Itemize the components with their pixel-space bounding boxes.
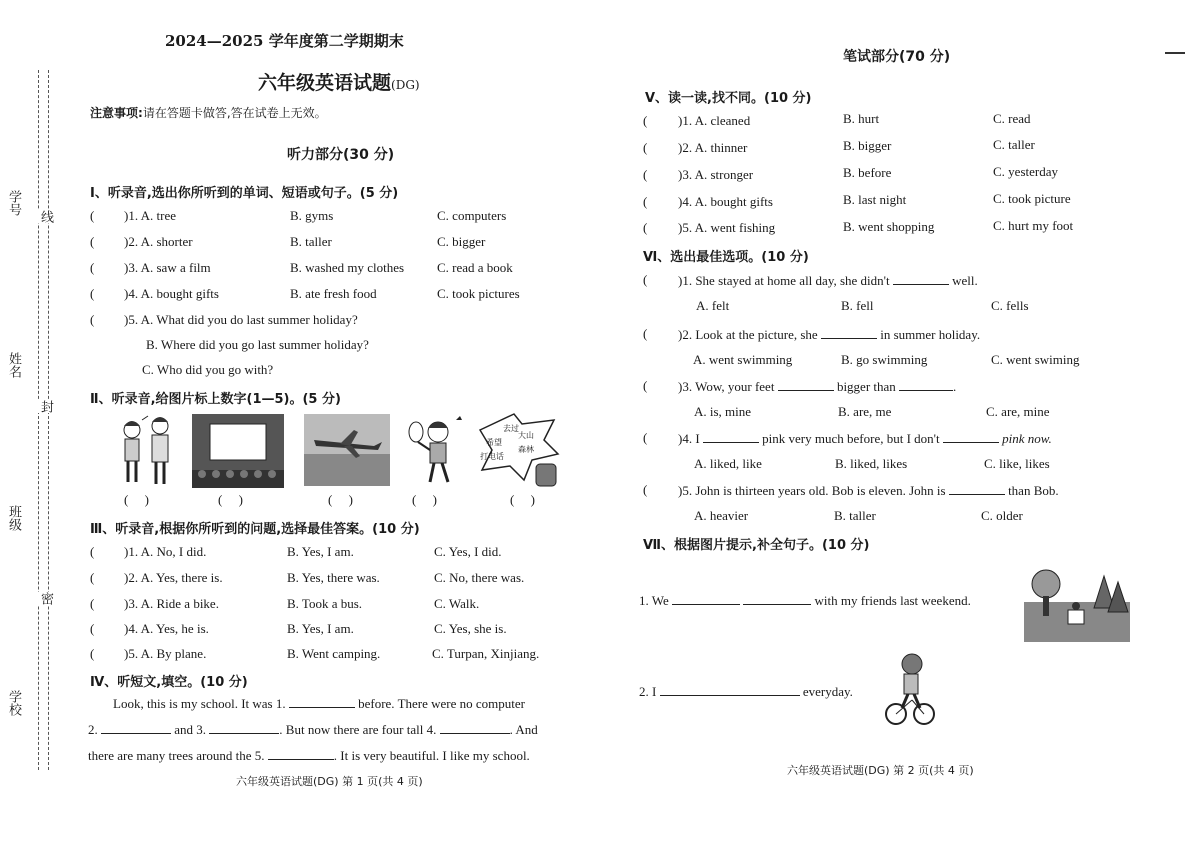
- passage-text: Look, this is my school. It was 1.: [113, 696, 286, 711]
- side-label-student-number: 学号: [6, 190, 21, 216]
- cycling-kid-picture: [884, 652, 936, 726]
- answer-paren[interactable]: (: [90, 646, 95, 661]
- answer-paren[interactable]: (: [90, 544, 95, 559]
- blank[interactable]: [821, 326, 877, 339]
- section-7-heading: Ⅶ、根据图片提示,补全句子。(10 分): [643, 538, 870, 553]
- written-section-title: 笔试部分(70 分): [843, 49, 951, 65]
- question-stem: [678, 326, 980, 343]
- option-a: )1. A. cleaned: [678, 113, 751, 128]
- answer-paren[interactable]: (: [90, 260, 95, 275]
- option-a: )2. A. shorter: [124, 234, 193, 249]
- answer-paren[interactable]: (: [643, 167, 648, 182]
- passage-text: 2.: [88, 722, 98, 737]
- cut-mark-seal: 封: [38, 400, 53, 413]
- option-b: B. before: [843, 165, 892, 180]
- answer-paren[interactable]: (: [643, 140, 648, 155]
- travel-sign-picture: [474, 410, 560, 490]
- section-4-heading: Ⅳ、听短文,填空。(10 分): [90, 675, 248, 690]
- notice: [90, 104, 327, 121]
- stem-text: )5. John is thirteen years old. Bob is eleven. John is: [678, 483, 946, 498]
- option-c: C. are, mine: [986, 404, 1050, 419]
- notice-label: 注意事项:: [90, 106, 143, 120]
- answer-paren[interactable]: (: [643, 326, 648, 341]
- passage-text: . But now there are four tall 4.: [279, 722, 437, 737]
- side-label-name: 姓名: [6, 352, 21, 378]
- page-title-text: 六年级英语试题: [258, 72, 392, 94]
- option-c: C. went swiming: [991, 352, 1080, 367]
- answer-paren[interactable]: (: [90, 286, 95, 301]
- blank[interactable]: [672, 592, 740, 605]
- option-a: )5. A. By plane.: [124, 646, 207, 661]
- passage-line-3: [88, 747, 530, 764]
- stem-text: bigger than: [836, 379, 896, 394]
- passage-text: there are many trees around the 5.: [88, 748, 265, 763]
- option-c: C. took pictures: [437, 286, 520, 301]
- answer-paren[interactable]: (: [90, 596, 95, 611]
- option-a: )3. A. stronger: [678, 167, 754, 182]
- section-2-heading: Ⅱ、听录音,给图片标上数字(1—5)。(5 分): [90, 392, 341, 407]
- answer-paren[interactable]: (: [90, 234, 95, 249]
- picture-answer-paren[interactable]: ( ): [412, 492, 437, 507]
- option-b: B. Where did you go last summer holiday?: [146, 337, 369, 352]
- section-3-heading: Ⅲ、听录音,根据你所听到的问题,选择最佳答案。(10 分): [90, 522, 420, 537]
- blank[interactable]: [703, 430, 759, 443]
- stem-text: )1. She stayed at home all day, she didn't: [678, 273, 890, 288]
- option-c: C. bigger: [437, 234, 486, 249]
- option-c: C. Walk.: [434, 596, 480, 611]
- notice-text: 请在答题卡做答,答在试卷上无效。: [142, 106, 327, 120]
- stem-text: than Bob.: [1008, 483, 1059, 498]
- section-5-heading: Ⅴ、读一读,找不同。(10 分): [645, 91, 812, 106]
- option-a: A. liked, like: [694, 456, 762, 471]
- option-c: C. No, there was.: [434, 570, 525, 585]
- option-a: )2. A. thinner: [678, 140, 748, 155]
- option-b: B. Took a bus.: [287, 596, 363, 611]
- stem-text: well.: [952, 273, 978, 288]
- answer-paren[interactable]: (: [643, 194, 648, 209]
- option-c: C. older: [981, 508, 1023, 523]
- section-1-heading: Ⅰ、听录音,选出你所听到的单词、短语或句子。(5 分): [90, 186, 399, 201]
- option-c: C. fells: [991, 298, 1029, 313]
- option-a: )3. A. Ride a bike.: [124, 596, 219, 611]
- blank[interactable]: [778, 378, 834, 391]
- blank-4[interactable]: [440, 721, 510, 734]
- passage-line-1: [113, 695, 525, 712]
- option-c: C. read: [993, 111, 1031, 126]
- blank[interactable]: [899, 378, 953, 391]
- option-c: C. Yes, I did.: [434, 544, 502, 559]
- page-2-footer: 六年级英语试题(DG) 第 2 页(共 4 页): [787, 764, 974, 777]
- option-a: )4. A. bought gifts: [124, 286, 219, 301]
- stem-text: )2. Look at the picture, she: [678, 327, 818, 342]
- question-stem: [678, 272, 978, 289]
- passage-text: and 3.: [174, 722, 207, 737]
- option-b: B. went shopping: [843, 219, 935, 234]
- option-b: B. go swimming: [841, 352, 928, 367]
- option-a: )4. A. Yes, he is.: [124, 621, 209, 636]
- answer-paren[interactable]: (: [90, 621, 95, 636]
- binding-line-inner: [48, 70, 49, 770]
- two-kids-picture: [112, 412, 182, 488]
- option-c: C. read a book: [437, 260, 513, 275]
- sentence-text: 1. We: [639, 593, 669, 608]
- option-a: )2. A. Yes, there is.: [124, 570, 223, 585]
- picture-answer-paren[interactable]: ( ): [218, 492, 243, 507]
- answer-paren[interactable]: (: [643, 113, 648, 128]
- option-c: C. hurt my foot: [993, 218, 1074, 233]
- question-stem: [678, 482, 1059, 499]
- option-a: )1. A. No, I did.: [124, 544, 207, 559]
- passage-text: . And: [509, 722, 538, 737]
- sign-text: 去过: [503, 424, 519, 433]
- option-b: B. hurt: [843, 111, 880, 126]
- option-a: )4. A. bought gifts: [678, 194, 773, 209]
- option-c: C. took picture: [993, 191, 1071, 206]
- binding-line-outer: [38, 70, 39, 770]
- sentence-text: with my friends last weekend.: [814, 593, 971, 608]
- option-b: B. Yes, there was.: [287, 570, 380, 585]
- blank[interactable]: [743, 592, 811, 605]
- answer-paren[interactable]: (: [643, 272, 648, 287]
- exam-term-line: 2024—2025 学年度第二学期期末: [165, 32, 404, 50]
- passage-text: . It is very beautiful. I like my school.: [333, 748, 530, 763]
- option-b: B. Went camping.: [287, 646, 381, 661]
- sign-text: 大山: [518, 431, 534, 440]
- answer-paren[interactable]: (: [90, 570, 95, 585]
- blank[interactable]: [893, 272, 949, 285]
- blank-1[interactable]: [289, 695, 355, 708]
- blank[interactable]: [949, 482, 1005, 495]
- option-a: )5. A. What did you do last summer holiday?: [124, 312, 358, 327]
- sign-text: 森林: [518, 445, 534, 454]
- picture-answer-paren[interactable]: ( ): [124, 492, 149, 507]
- stem-text: in summer holiday.: [880, 327, 981, 342]
- blank-5[interactable]: [268, 747, 334, 760]
- answer-paren[interactable]: (: [90, 208, 95, 223]
- option-b: B. taller: [834, 508, 876, 523]
- option-b: B. fell: [841, 298, 874, 313]
- sign-text: 希望: [486, 438, 502, 447]
- stem-text: pink now.: [1002, 431, 1052, 446]
- option-a: A. heavier: [694, 508, 749, 523]
- cut-mark-line: 线: [38, 210, 53, 223]
- passage-text: before. There were no computer: [358, 696, 525, 711]
- option-b: B. gyms: [290, 208, 334, 223]
- answer-paren[interactable]: (: [90, 312, 95, 327]
- option-c: C. computers: [437, 208, 507, 223]
- option-c: C. Turpan, Xinjiang.: [432, 646, 540, 661]
- blank[interactable]: [660, 683, 800, 696]
- option-c: C. like, likes: [984, 456, 1050, 471]
- blank-3[interactable]: [209, 721, 279, 734]
- stem-text: )4. I: [678, 431, 700, 446]
- answer-paren[interactable]: (: [643, 220, 648, 235]
- option-b: B. taller: [290, 234, 332, 249]
- option-b: B. Yes, I am.: [287, 544, 354, 559]
- option-a: )1. A. tree: [124, 208, 176, 223]
- sentence-text: everyday.: [802, 684, 853, 699]
- option-c: C. yesterday: [993, 164, 1058, 179]
- park-picnic-picture: [1024, 568, 1130, 642]
- fill-sentence-2: [639, 683, 853, 700]
- stem-text: pink very much before, but I don't: [762, 431, 940, 446]
- answer-paren[interactable]: (: [643, 378, 648, 393]
- option-b: B. liked, likes: [835, 456, 908, 471]
- page-title-tag: (DG): [391, 78, 420, 92]
- side-label-class: 班级: [6, 505, 21, 531]
- listening-section-title: 听力部分(30 分): [287, 147, 395, 163]
- sign-text: 打电话: [480, 452, 504, 461]
- page-title: [258, 68, 420, 95]
- option-a: )5. A. went fishing: [678, 220, 776, 235]
- option-c: C. taller: [993, 137, 1035, 152]
- picture-answer-paren[interactable]: ( ): [328, 492, 353, 507]
- page-1-footer: 六年级英语试题(DG) 第 1 页(共 4 页): [236, 775, 423, 788]
- stem-text: .: [953, 379, 957, 394]
- option-b: B. last night: [843, 192, 907, 207]
- cut-mark-secret: 密: [38, 592, 53, 605]
- badminton-kid-picture: [404, 412, 466, 488]
- stem-text: )3. Wow, your feet: [678, 379, 775, 394]
- picture-answer-paren[interactable]: ( ): [510, 492, 535, 507]
- side-label-school: 学校: [6, 690, 21, 716]
- fill-sentence-1: [639, 592, 971, 609]
- option-c: C. Who did you go with?: [142, 362, 274, 377]
- answer-paren[interactable]: (: [643, 430, 648, 445]
- option-b: B. bigger: [843, 138, 892, 153]
- option-a: A. is, mine: [694, 404, 752, 419]
- blank-2[interactable]: [101, 721, 171, 734]
- section-6-heading: Ⅵ、选出最佳选项。(10 分): [643, 250, 809, 265]
- option-b: B. are, me: [838, 404, 892, 419]
- blank[interactable]: [943, 430, 999, 443]
- option-b: B. washed my clothes: [290, 260, 405, 275]
- option-a: A. felt: [696, 298, 730, 313]
- answer-paren[interactable]: (: [643, 482, 648, 497]
- option-a: A. went swimming: [693, 352, 793, 367]
- airplane-picture: [304, 414, 390, 486]
- sentence-text: 2. I: [639, 684, 657, 699]
- question-stem: [678, 378, 956, 395]
- question-stem: [678, 430, 1052, 447]
- option-c: C. Yes, she is.: [434, 621, 507, 636]
- option-b: B. ate fresh food: [290, 286, 377, 301]
- passage-line-2: [88, 721, 538, 738]
- corner-mark: [1165, 52, 1185, 62]
- option-b: B. Yes, I am.: [287, 621, 354, 636]
- option-a: )3. A. saw a film: [124, 260, 211, 275]
- cinema-picture: [192, 414, 284, 488]
